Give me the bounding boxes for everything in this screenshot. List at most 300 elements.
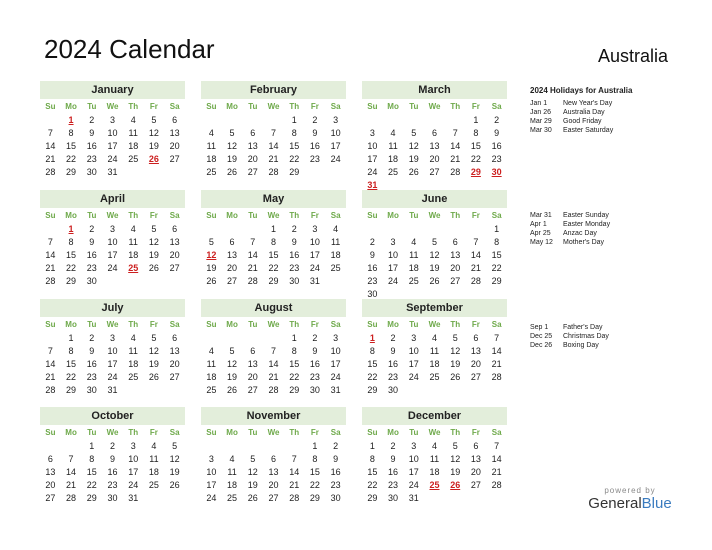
day-cell: 18 [429,359,440,369]
day-cell: 28 [491,480,502,490]
weekday-label: Tu [409,102,419,111]
weekday-label: Th [450,211,461,220]
holiday-name: Mother's Day [563,239,605,246]
day-cell: 27 [227,276,238,286]
day-cell: 3 [130,441,136,451]
day-cell: 19 [148,359,159,369]
day-cell: 14 [470,250,481,260]
day-cell: 9 [333,454,339,464]
weekday-label: Fr [310,102,319,111]
empty-cell [222,114,243,127]
day-cell: 21 [289,480,300,490]
day-cell: 20 [429,154,440,164]
day-cell: 9 [89,346,95,356]
holiday-name: Easter Sunday [563,212,609,219]
weekday-label: Mo [226,102,238,111]
weekday-label: Mo [387,102,399,111]
weekday-label: Su [367,320,378,329]
day-cell: 1 [270,224,276,234]
day-cell: 8 [291,346,297,356]
day-cell: 5 [229,128,235,138]
day-cell: 23 [388,480,399,490]
day-cell: 1 [68,333,74,343]
day-cell: 22 [289,372,300,382]
day-grid [201,114,346,179]
day-cell: 17 [107,359,118,369]
month-name: August [201,299,346,317]
day-cell: 16 [86,141,97,151]
day-cell: 15 [66,141,77,151]
day-cell: 9 [291,237,297,247]
holiday-date: May 12 [530,239,553,246]
month-name: June [362,190,507,208]
day-cell: 12 [169,454,180,464]
day-cell: 13 [450,250,461,260]
day-cell: 27 [429,167,440,177]
weekday-label: Mo [65,320,77,329]
weekday-label: Th [128,102,139,111]
day-cell: 6 [473,333,479,343]
day-cell: 2 [390,441,396,451]
day-cell: 24 [330,154,341,164]
weekday-label: Mo [387,428,399,437]
day-cell: 22 [470,154,481,164]
day-cell: 7 [494,441,500,451]
day-cell: 16 [330,467,341,477]
day-cell: 5 [151,333,157,343]
day-cell: 7 [47,128,53,138]
weekday-label: Tu [409,211,419,220]
day-cell: 7 [270,346,276,356]
day-cell: 3 [333,333,339,343]
weekday-header [362,426,507,440]
day-grid [201,223,346,288]
day-cell: 22 [367,372,378,382]
day-cell: 23 [309,154,320,164]
day-cell: 14 [66,467,77,477]
day-cell: 24 [408,480,419,490]
day-cell: 27 [169,372,180,382]
day-grid [362,223,507,301]
holiday-row [530,238,610,247]
day-cell: 21 [450,154,461,164]
month-name: January [40,81,185,99]
day-cell: 23 [86,372,97,382]
day-cell: 19 [227,372,238,382]
weekday-label: Sa [491,211,502,220]
month-november [201,407,346,505]
month-october [40,407,185,505]
powered-by-text: powered by [604,486,656,495]
day-cell: 26 [227,167,238,177]
weekday-label: Su [45,102,56,111]
day-cell: 16 [388,359,399,369]
day-cell: 24 [408,372,419,382]
empty-cell [222,223,243,236]
empty-cell [242,332,263,345]
day-grid [201,440,346,505]
day-cell: 22 [66,372,77,382]
day-cell: 19 [227,154,238,164]
holiday-row [530,229,610,238]
empty-cell [40,114,61,127]
weekday-label: We [267,320,280,329]
weekday-label: Th [450,428,461,437]
day-cell: 19 [429,263,440,273]
day-cell: 7 [270,128,276,138]
day-grid [40,332,185,397]
day-cell: 4 [229,454,235,464]
day-cell: 21 [247,263,258,273]
day-cell: 15 [289,359,300,369]
day-cell: 30 [330,493,341,503]
day-cell: 3 [390,237,396,247]
day-cell: 6 [47,454,53,464]
day-cell: 11 [409,250,419,260]
day-cell: 27 [470,480,481,490]
day-cell: 6 [172,333,178,343]
day-cell: 8 [369,454,375,464]
day-cell: 13 [268,467,279,477]
day-cell: 26 [450,480,461,490]
day-cell: 21 [45,263,56,273]
day-cell: 12 [408,141,419,151]
day-cell: 11 [429,454,440,464]
day-cell: 5 [208,237,214,247]
day-cell: 29 [309,493,320,503]
day-cell: 3 [333,115,339,125]
weekday-label: Fr [471,211,480,220]
day-cell: 25 [388,167,399,177]
day-cell: 30 [86,385,97,395]
day-cell: 31 [408,493,419,503]
holiday-row [530,99,632,108]
day-cell: 15 [309,467,320,477]
weekday-label: Fr [149,102,158,111]
day-cell: 16 [289,250,300,260]
empty-cell [466,223,487,236]
day-cell: 19 [450,359,461,369]
day-cell: 18 [206,154,217,164]
day-cell: 28 [45,167,56,177]
weekday-label: We [106,211,119,220]
empty-cell [284,440,305,453]
day-cell: 19 [206,263,217,273]
day-cell: 15 [268,250,279,260]
day-cell: 4 [130,333,136,343]
day-cell: 9 [89,128,95,138]
day-cell: 28 [45,385,56,395]
day-cell: 9 [494,128,500,138]
empty-cell [424,114,445,127]
day-cell: 30 [86,276,97,286]
day-cell: 25 [429,372,440,382]
day-cell: 17 [107,250,118,260]
day-cell: 24 [107,154,118,164]
day-cell: 10 [367,141,378,151]
day-cell: 2 [89,115,95,125]
weekday-label: We [106,320,119,329]
month-june [362,190,507,301]
weekday-label: Sa [491,428,502,437]
day-cell: 5 [151,224,157,234]
empty-cell [263,332,284,345]
day-cell: 24 [128,480,139,490]
day-cell: 1 [68,224,74,234]
weekday-label: Tu [87,320,97,329]
day-cell: 20 [470,359,481,369]
day-cell: 1 [369,441,375,451]
day-cell: 7 [494,333,500,343]
holiday-list-q2 [530,211,610,247]
day-cell: 14 [450,141,461,151]
day-cell: 11 [429,346,440,356]
day-cell: 5 [431,237,437,247]
day-cell: 18 [128,250,139,260]
holiday-row [530,117,632,126]
weekday-label: Tu [248,102,258,111]
weekday-label: Su [206,211,217,220]
day-cell: 8 [89,454,95,464]
month-september [362,299,507,397]
weekday-label: Th [450,320,461,329]
day-cell: 20 [450,263,461,273]
weekday-label: Tu [409,428,419,437]
day-cell: 21 [491,467,502,477]
day-cell: 10 [408,346,419,356]
day-cell: 9 [312,128,318,138]
holiday-name: Christmas Day [563,333,609,340]
day-cell: 17 [309,250,320,260]
day-cell: 1 [291,333,297,343]
day-cell: 4 [431,333,437,343]
weekday-label: Tu [248,211,258,220]
day-cell: 30 [289,276,300,286]
day-cell: 29 [470,167,481,177]
day-cell: 4 [130,115,136,125]
weekday-label: Su [206,428,217,437]
empty-cell [222,332,243,345]
day-cell: 9 [89,237,95,247]
day-cell: 4 [390,128,396,138]
weekday-label: Sa [169,211,180,220]
day-cell: 5 [452,441,458,451]
day-cell: 6 [431,128,437,138]
day-cell: 28 [491,372,502,382]
empty-cell [445,223,466,236]
day-cell: 28 [470,276,481,286]
day-cell: 6 [270,454,276,464]
empty-cell [362,114,383,127]
empty-cell [424,223,445,236]
brand-name [588,495,672,512]
day-cell: 7 [452,128,458,138]
day-cell: 15 [66,250,77,260]
weekday-label: Sa [491,102,502,111]
day-cell: 16 [491,141,502,151]
day-cell: 8 [68,128,74,138]
weekday-header [362,100,507,114]
day-cell: 14 [491,454,502,464]
weekday-label: Su [367,428,378,437]
day-cell: 26 [148,154,159,164]
day-cell: 11 [388,141,398,151]
day-cell: 25 [128,154,139,164]
weekday-label: Mo [387,320,399,329]
empty-cell [61,440,82,453]
day-cell: 22 [66,263,77,273]
weekday-label: Sa [169,102,180,111]
day-cell: 19 [247,480,258,490]
month-name: December [362,407,507,425]
month-july [40,299,185,397]
day-cell: 27 [45,493,56,503]
day-cell: 27 [247,385,258,395]
day-cell: 23 [367,276,378,286]
weekday-label: Sa [330,428,341,437]
day-cell: 14 [45,250,56,260]
holiday-name: New Year's Day [563,100,613,107]
day-cell: 20 [247,372,258,382]
day-cell: 19 [148,141,159,151]
holiday-date: Jan 26 [530,109,552,116]
weekday-label: Tu [87,211,97,220]
day-cell: 3 [109,333,115,343]
holiday-row [530,108,632,117]
day-cell: 13 [247,141,258,151]
weekday-label: We [428,211,441,220]
day-cell: 17 [128,467,139,477]
day-cell: 5 [172,441,178,451]
day-cell: 1 [312,441,318,451]
day-cell: 15 [470,141,481,151]
day-cell: 14 [268,359,279,369]
day-cell: 16 [388,467,399,477]
day-cell: 25 [206,385,217,395]
day-cell: 3 [208,454,214,464]
weekday-label: Fr [310,428,319,437]
day-cell: 13 [247,359,258,369]
day-cell: 29 [66,385,77,395]
holiday-row [530,220,610,229]
day-cell: 27 [268,493,279,503]
day-cell: 10 [330,346,341,356]
day-cell: 12 [148,346,159,356]
month-april [40,190,185,288]
day-cell: 2 [390,333,396,343]
day-cell: 22 [86,480,97,490]
day-cell: 6 [250,128,256,138]
empty-cell [383,114,404,127]
day-cell: 25 [408,276,419,286]
weekday-label: Sa [330,211,341,220]
day-cell: 23 [86,263,97,273]
day-cell: 5 [229,346,235,356]
day-cell: 20 [169,359,180,369]
weekday-label: Mo [226,211,238,220]
day-cell: 20 [45,480,56,490]
day-grid [40,440,185,505]
day-cell: 3 [369,128,375,138]
weekday-label: Tu [248,320,258,329]
day-cell: 16 [309,141,320,151]
day-cell: 4 [431,441,437,451]
day-cell: 23 [388,372,399,382]
month-name: May [201,190,346,208]
day-cell: 7 [291,454,297,464]
day-cell: 23 [309,372,320,382]
holiday-date: Dec 25 [530,333,553,340]
month-march [362,81,507,192]
day-cell: 1 [494,224,500,234]
weekday-label: Mo [65,211,77,220]
day-cell: 29 [367,385,378,395]
day-cell: 18 [128,141,139,151]
empty-cell [362,223,383,236]
holiday-name: Australia Day [563,109,605,116]
weekday-header [201,318,346,332]
day-cell: 8 [369,346,375,356]
day-cell: 1 [369,333,375,343]
day-cell: 2 [333,441,339,451]
day-cell: 26 [206,276,217,286]
day-cell: 2 [291,224,297,234]
day-cell: 18 [227,480,238,490]
day-cell: 18 [408,263,419,273]
day-cell: 13 [169,346,180,356]
day-cell: 25 [330,263,341,273]
day-cell: 20 [169,141,180,151]
month-name: September [362,299,507,317]
day-cell: 15 [289,141,300,151]
day-cell: 31 [330,385,341,395]
weekday-label: Th [289,211,300,220]
day-cell: 26 [247,493,258,503]
day-cell: 14 [247,250,258,260]
weekday-label: Th [289,320,300,329]
empty-cell [242,223,263,236]
day-cell: 30 [367,289,378,299]
day-cell: 26 [169,480,180,490]
day-cell: 11 [330,237,341,247]
day-cell: 22 [491,263,502,273]
weekday-label: We [106,428,119,437]
day-cell: 13 [470,346,481,356]
day-grid [362,332,507,397]
day-cell: 13 [470,454,481,464]
day-cell: 27 [470,372,481,382]
day-cell: 15 [367,467,378,477]
day-cell: 19 [450,467,461,477]
day-cell: 18 [429,467,440,477]
day-cell: 16 [367,263,378,273]
weekday-label: Tu [248,428,258,437]
day-cell: 10 [388,250,399,260]
day-cell: 14 [268,141,279,151]
day-cell: 1 [291,115,297,125]
day-cell: 2 [89,333,95,343]
day-cell: 1 [89,441,95,451]
day-cell: 23 [330,480,341,490]
day-cell: 2 [369,237,375,247]
day-cell: 19 [169,467,180,477]
weekday-label: Fr [471,320,480,329]
day-cell: 27 [169,263,180,273]
day-cell: 6 [452,237,458,247]
holiday-row [530,323,609,332]
day-cell: 11 [206,141,217,151]
day-cell: 21 [491,359,502,369]
